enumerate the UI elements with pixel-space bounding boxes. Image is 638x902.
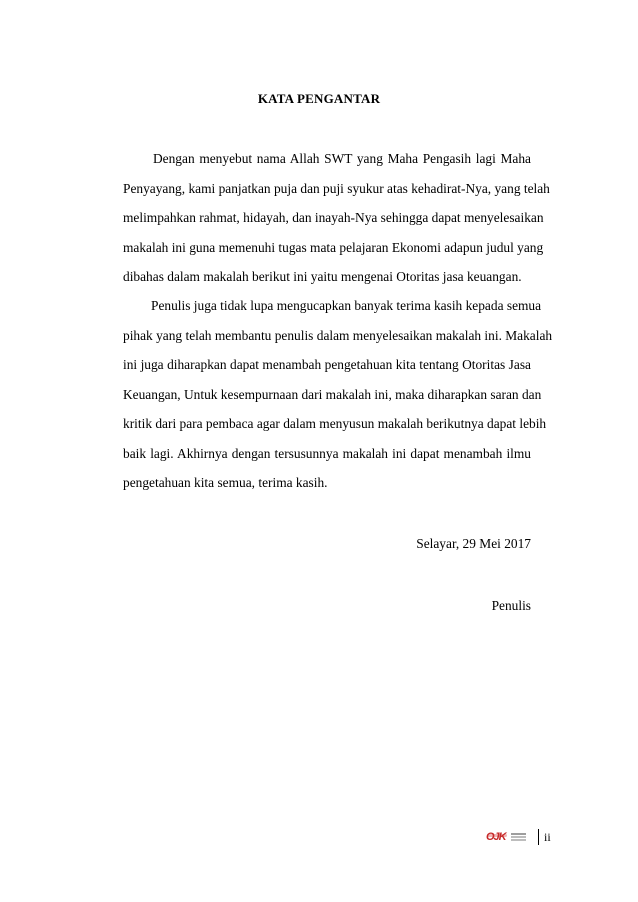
paragraph-line: makalah ini guna memenuhi tugas mata pelajaran Ekonomi adapun judul yang <box>123 239 544 255</box>
paragraph-line: baik lagi. Akhirnya dengan tersusunnya makalah ini dapat menambah ilmu <box>123 445 531 461</box>
paragraph-line: Dengan menyebut nama Allah SWT yang Maha Pengasih lagi Maha <box>153 151 531 166</box>
paragraph-line: Keuangan, Untuk kesempurnaan dari makalah ini, maka diharapkan saran dan <box>123 386 542 402</box>
paragraph-line: kritik dari para pembaca agar dalam menyusun makalah berikutnya dapat lebih <box>123 416 547 431</box>
paragraph-1 <box>123 144 550 292</box>
logo-text: OJK <box>486 831 506 843</box>
paragraph-line: ini juga diharapkan dapat menambah pengetahuan kita tentang Otoritas Jasa <box>123 357 531 372</box>
page-number: ii <box>544 829 551 844</box>
place-date: Selayar, 29 Mei 2017 <box>416 536 531 551</box>
paragraph-line: Penulis juga tidak lupa mengucapkan banyak terima kasih kepada semua <box>151 298 542 313</box>
paragraph-line: melimpahkan rahmat, hidayah, dan inayah-Nya sehingga dapat menyelesaikan <box>123 210 544 225</box>
ojk-logo-icon <box>486 830 528 844</box>
paragraph-line: dibahas dalam makalah berikut ini yaitu mengenai Otoritas jasa keuangan. <box>123 269 522 284</box>
paragraph-line: Penyayang, kami panjatkan puja dan puji syukur atas kehadirat-Nya, yang telah <box>123 180 550 196</box>
page-footer <box>486 826 551 848</box>
paragraph-2 <box>123 291 553 498</box>
page-title: KATA PENGANTAR <box>257 91 381 106</box>
paragraph-line: pengetahuan kita semua, terima kasih. <box>123 475 328 490</box>
paragraph-line: pihak yang telah membantu penulis dalam menyelesaikan makalah ini. Makalah <box>123 327 553 343</box>
author-signature: Penulis <box>491 598 531 613</box>
footer-divider <box>538 829 539 845</box>
